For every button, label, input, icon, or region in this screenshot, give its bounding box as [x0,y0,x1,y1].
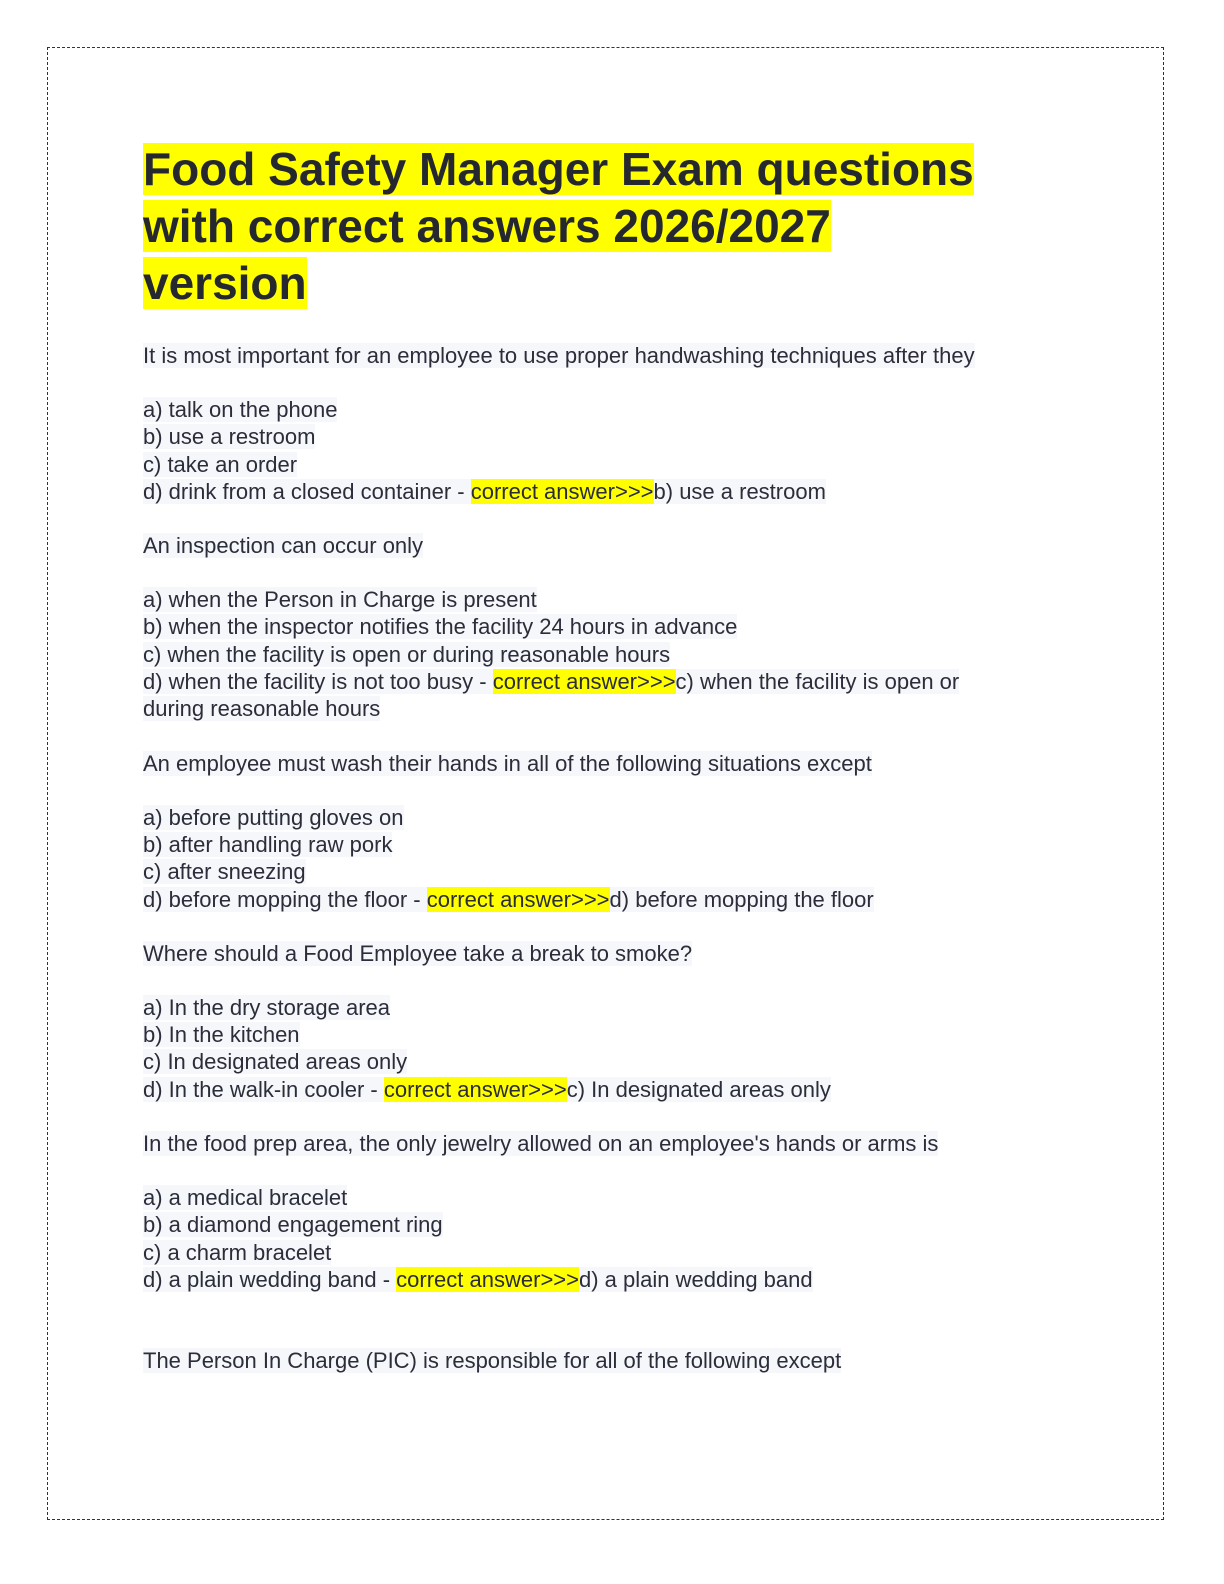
option-d-with-answer: d) a plain wedding band - correct answer>>>d) a plain wedding band [143,1266,813,1292]
question-block [143,940,1043,1103]
option-b: b) after handling raw pork [143,831,393,857]
question-block [143,342,1043,505]
option-a: a) talk on the phone [143,397,338,422]
option-a: a) when the Person in Charge is present [143,587,537,613]
answer-marker: correct answer>>> [492,669,676,695]
answer-marker: correct answer>>> [426,886,610,912]
correct-answer: d) before mopping the floor [609,886,874,912]
title-line-2: with correct answers 2026/2027 [143,200,831,252]
question-text: Where should a Food Employee take a break to smoke? [143,940,693,966]
option-c: c) when the facility is open or during reasonable hours [143,641,671,667]
correct-answer: b) use a restroom [653,478,826,504]
title-line-1: Food Safety Manager Exam questions [143,143,974,195]
document-title [143,141,1043,312]
question-text: It is most important for an employee to use proper handwashing techniques after they [143,343,975,368]
option-b: b) In the kitchen [143,1022,300,1048]
option-a: a) a medical bracelet [143,1185,348,1211]
option-d-with-answer: d) drink from a closed container - correct answer>>>b) use a restroom [143,478,826,504]
option-b: b) when the inspector notifies the facility 24 hours in advance [143,614,738,640]
correct-answer: c) In designated areas only [566,1076,831,1102]
option-d-with-answer: d) when the facility is not too busy - correct answer>>>c) when the facility is open or [143,669,960,695]
option-d-with-answer: d) before mopping the floor - correct answer>>>d) before mopping the floor [143,886,874,912]
correct-answer: d) a plain wedding band [578,1266,813,1292]
option-a: a) In the dry storage area [143,994,391,1020]
question-block [143,750,1043,913]
question-text: An inspection can occur only [143,533,424,559]
question-block [143,1130,1043,1293]
option-d-with-answer: d) In the walk-in cooler - correct answer>>>c) In designated areas only [143,1076,831,1102]
answer-marker: correct answer>>> [396,1266,579,1292]
document-body [143,141,1043,1401]
question-text: In the food prep area, the only jewelry allowed on an employee's hands or arms is [143,1131,939,1157]
option-b: b) a diamond engagement ring [143,1212,443,1238]
option-c: c) In designated areas only [143,1049,408,1075]
option-a: a) before putting gloves on [143,804,404,830]
option-b: b) use a restroom [143,424,316,450]
option-c: c) a charm bracelet [143,1239,332,1265]
option-c: c) take an order [143,451,298,477]
answer-marker: correct answer>>> [470,478,654,504]
spacer [143,1320,1043,1347]
answer-marker: correct answer>>> [383,1076,567,1102]
option-c: c) after sneezing [143,859,306,885]
trailing-question-text: The Person In Charge (PIC) is responsible for all of the following except [143,1348,842,1374]
question-block [143,532,1043,722]
correct-answer: c) when the facility is open or [675,669,960,695]
title-line-3: version [143,257,307,309]
correct-answer-continued: during reasonable hours [143,696,381,722]
question-text: An employee must wash their hands in all of the following situations except [143,750,872,776]
